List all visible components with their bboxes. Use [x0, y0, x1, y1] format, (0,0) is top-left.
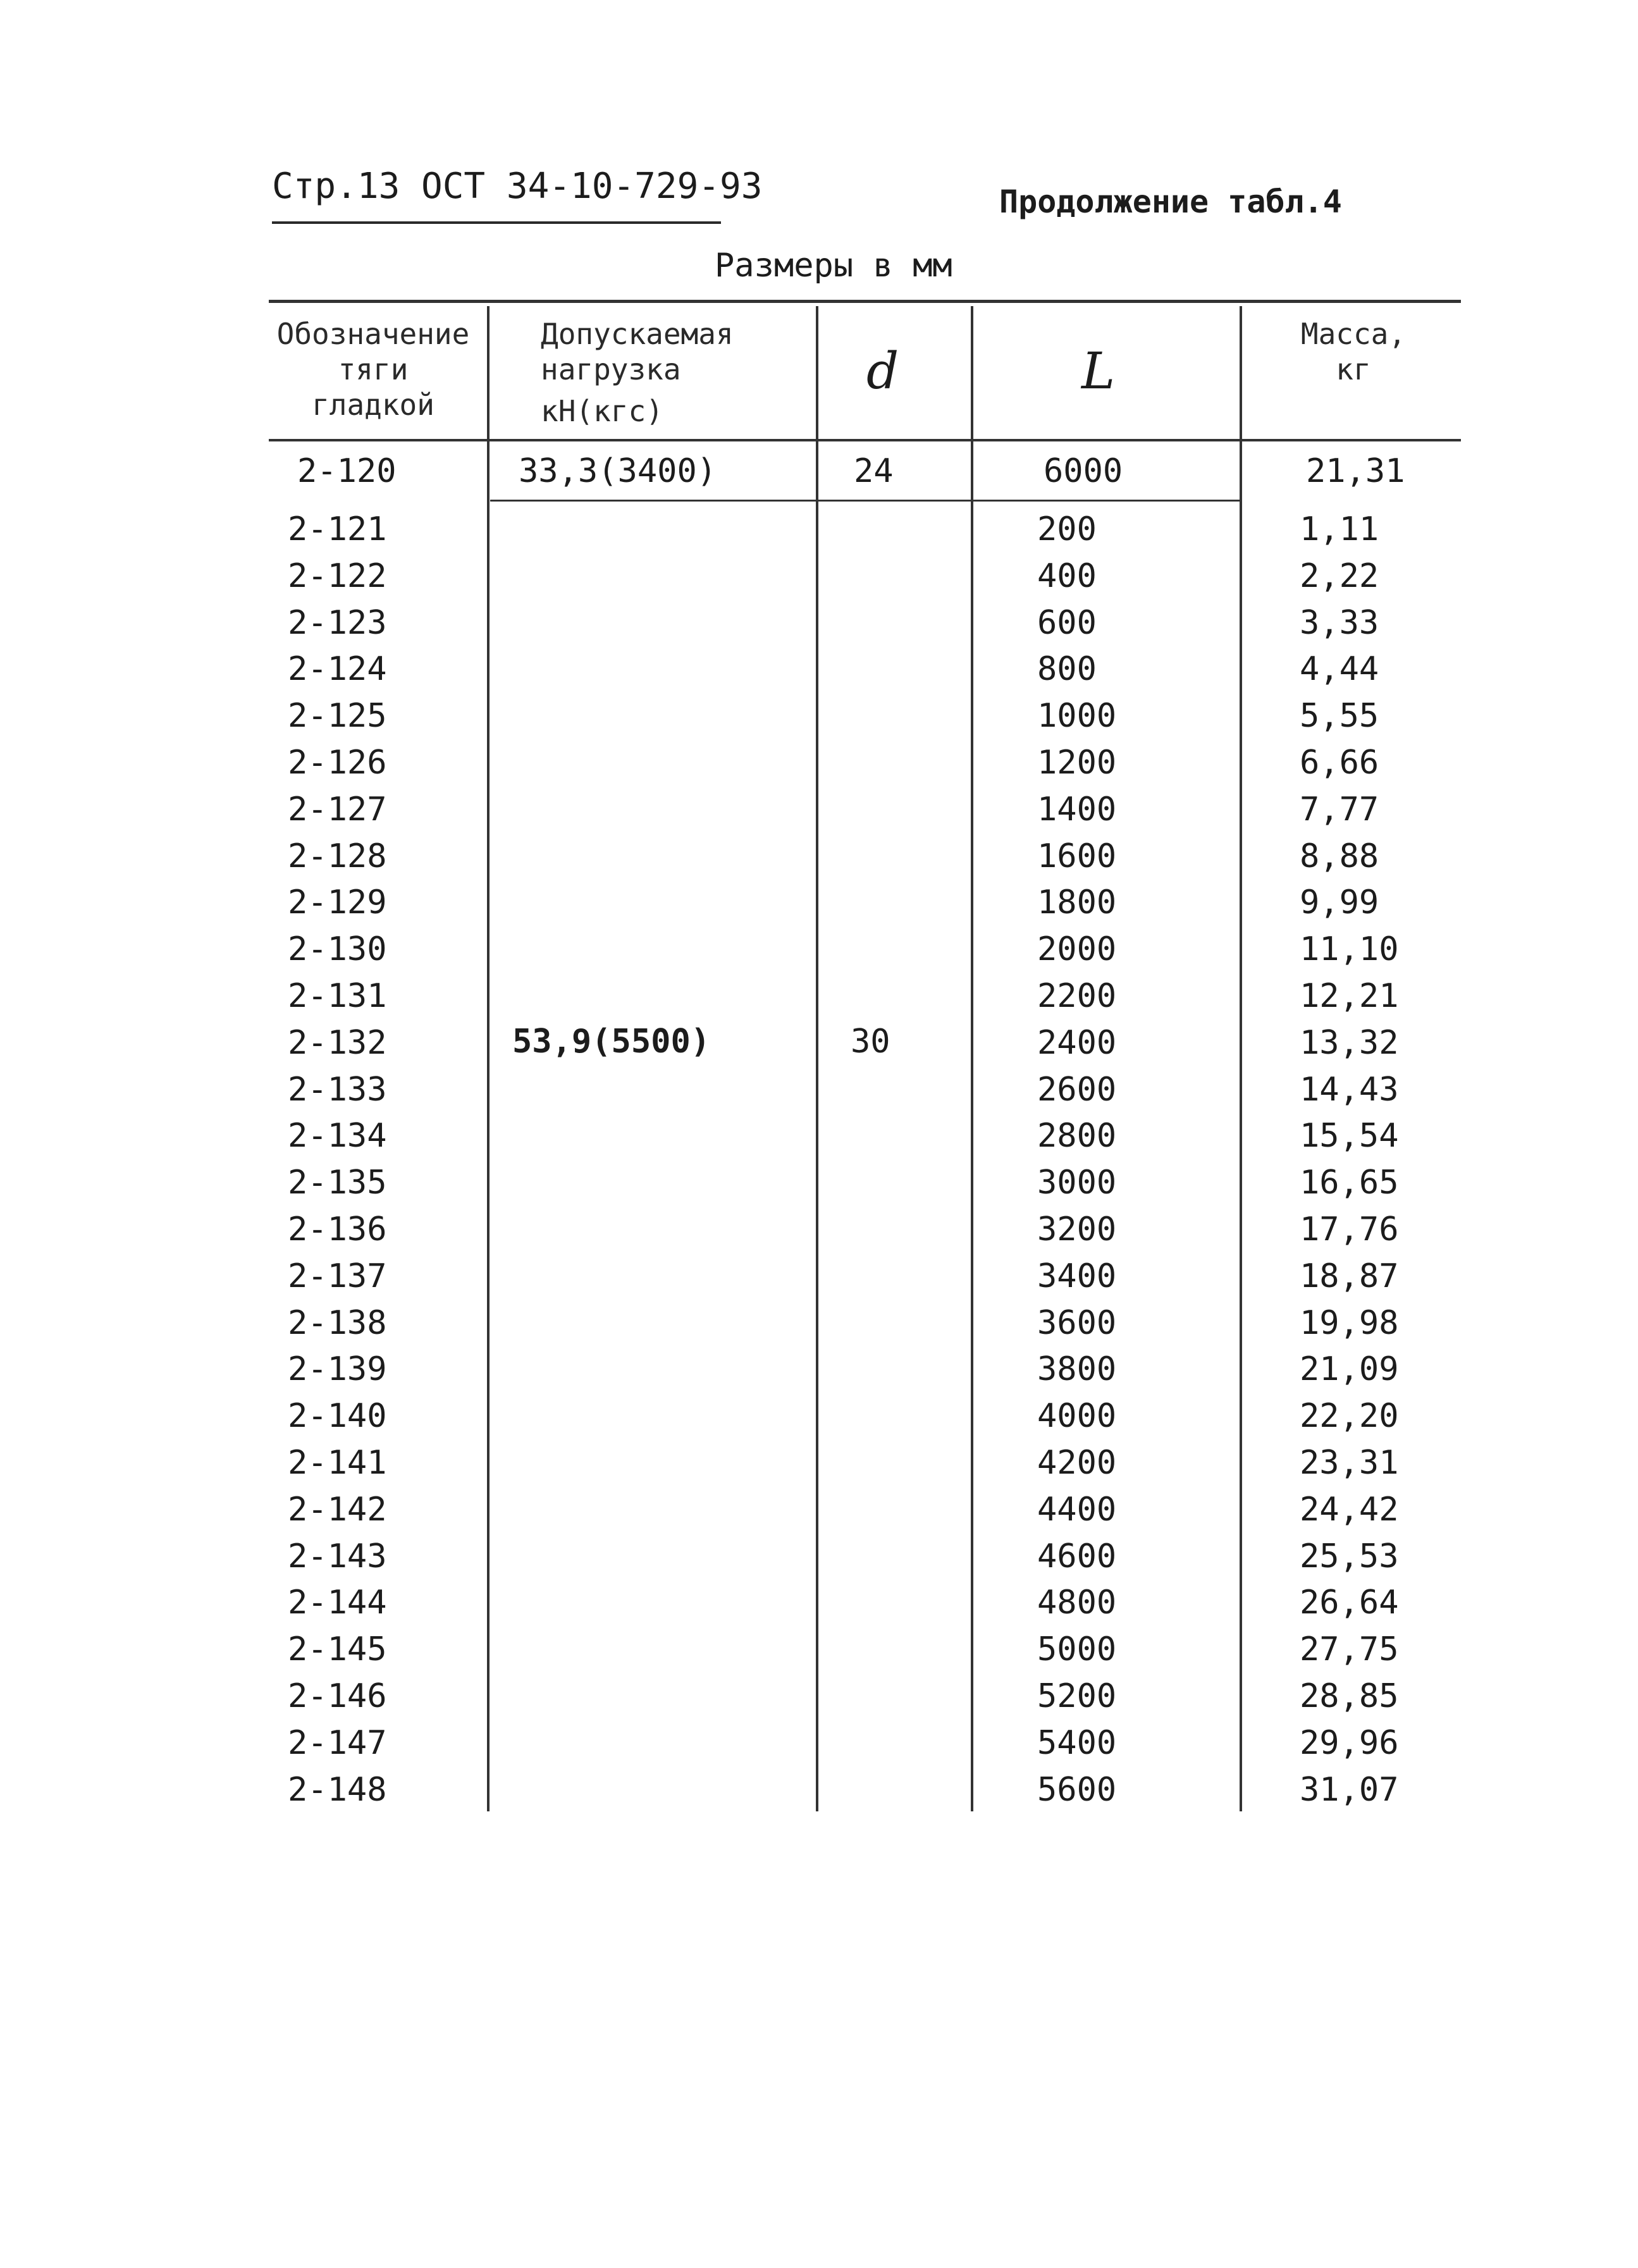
row-mass: 2,22: [1300, 557, 1379, 595]
row-designation: 2-148: [288, 1771, 387, 1809]
row-L: 800: [1037, 650, 1097, 688]
row-L: 5000: [1037, 1630, 1117, 1668]
row-mass: 16,65: [1300, 1164, 1399, 1202]
row-L: 3800: [1037, 1350, 1117, 1388]
row-mass: 4,44: [1300, 650, 1379, 688]
row-mass: 14,43: [1300, 1071, 1399, 1109]
column-divider-2: [816, 306, 818, 1811]
row-L: 2200: [1037, 977, 1117, 1015]
row-L: 5400: [1037, 1724, 1117, 1762]
row-designation: 2-130: [288, 930, 387, 968]
row-designation: 2-123: [288, 604, 387, 642]
row-mass: 24,42: [1300, 1491, 1399, 1529]
table-continuation-label: Продолжение табл.4: [999, 183, 1342, 220]
row-mass: 21,31: [1306, 452, 1405, 490]
row-L: 6000: [1044, 452, 1123, 490]
row-mass: 31,07: [1300, 1771, 1399, 1809]
header-mass-line-2: кг: [1336, 352, 1371, 386]
row-L: 4400: [1037, 1491, 1117, 1529]
row-mass: 26,64: [1300, 1584, 1399, 1622]
row-L: 3000: [1037, 1164, 1117, 1202]
header-designation: [266, 316, 481, 422]
row-mass: 8,88: [1300, 837, 1379, 875]
header-load: [541, 316, 806, 429]
row-mass: 3,33: [1300, 604, 1379, 642]
header-L: L: [1081, 342, 1116, 400]
row-designation: 2-122: [288, 557, 387, 595]
row-mass: 5,55: [1300, 697, 1379, 735]
header-bottom-rule: [269, 439, 1461, 441]
row-designation: 2-135: [288, 1164, 387, 1202]
row-mass: 6,66: [1300, 744, 1379, 782]
row-L: 5600: [1037, 1771, 1117, 1809]
row-L: 1200: [1037, 744, 1117, 782]
row-designation: 2-120: [297, 452, 397, 490]
row-designation: 2-140: [288, 1397, 387, 1435]
row-mass: 13,32: [1300, 1024, 1399, 1062]
header-designation-line-3: гладкой: [312, 388, 434, 422]
row-L: 200: [1037, 510, 1097, 548]
row-mass: 25,53: [1300, 1538, 1399, 1575]
row-mass: 11,10: [1300, 930, 1399, 968]
row-designation: 2-129: [288, 884, 387, 921]
row-designation: 2-141: [288, 1444, 387, 1482]
row-mass: 15,54: [1300, 1117, 1399, 1155]
row-designation: 2-139: [288, 1350, 387, 1388]
row-mass: 12,21: [1300, 977, 1399, 1015]
header-designation-line-1: Обозначение: [276, 317, 470, 351]
row-designation: 2-121: [288, 510, 387, 548]
header-load-line-2: нагрузка: [541, 352, 681, 386]
header-mass-line-1: Масса,: [1300, 317, 1407, 351]
row-mass: 27,75: [1300, 1630, 1399, 1668]
row-mass: 22,20: [1300, 1397, 1399, 1435]
row-designation: 2-137: [288, 1257, 387, 1295]
row-designation: 2-143: [288, 1538, 387, 1575]
row-designation: 2-146: [288, 1677, 387, 1715]
row-mass: 23,31: [1300, 1444, 1399, 1482]
row-L: 3400: [1037, 1257, 1117, 1295]
row-designation: 2-131: [288, 977, 387, 1015]
row-designation: 2-125: [288, 697, 387, 735]
row-L: 3200: [1037, 1211, 1117, 1248]
row-L: 4600: [1037, 1538, 1117, 1575]
row-mass: 17,76: [1300, 1211, 1399, 1248]
column-divider-1: [487, 306, 490, 1811]
row-mass: 21,09: [1300, 1350, 1399, 1388]
row-L: 400: [1037, 557, 1097, 595]
row-L: 1400: [1037, 791, 1117, 829]
row-L: 2600: [1037, 1071, 1117, 1109]
row-L: 2800: [1037, 1117, 1117, 1155]
row-designation: 2-133: [288, 1071, 387, 1109]
header-mass: [1249, 316, 1458, 387]
column-divider-4: [1240, 306, 1242, 1811]
row-L: 1000: [1037, 697, 1117, 735]
row-L: 4000: [1037, 1397, 1117, 1435]
header-load-line-1: Допускаемая: [541, 317, 734, 351]
row-designation: 2-124: [288, 650, 387, 688]
row-designation: 2-128: [288, 837, 387, 875]
row-designation: 2-142: [288, 1491, 387, 1529]
row-designation: 2-126: [288, 744, 387, 782]
row-designation: 2-136: [288, 1211, 387, 1248]
row-designation: 2-127: [288, 791, 387, 829]
row-designation: 2-145: [288, 1630, 387, 1668]
row-load: 33,3(3400): [519, 452, 717, 490]
row-L: 2400: [1037, 1024, 1117, 1062]
header-underline: [272, 221, 721, 224]
table-top-rule: [269, 300, 1461, 303]
group-d: 30: [851, 1023, 890, 1061]
row-d: 24: [854, 452, 894, 490]
row-mass: 18,87: [1300, 1257, 1399, 1295]
row-mass: 28,85: [1300, 1677, 1399, 1715]
row-mass: 9,99: [1300, 884, 1379, 921]
row-designation: 2-138: [288, 1304, 387, 1342]
row-L: 600: [1037, 604, 1097, 642]
row-L: 4200: [1037, 1444, 1117, 1482]
document-code: Стр.13 ОСТ 34-10-729-93: [272, 166, 763, 207]
row-designation: 2-132: [288, 1024, 387, 1062]
header-d: d: [866, 342, 899, 400]
row-L: 3600: [1037, 1304, 1117, 1342]
row-L: 1600: [1037, 837, 1117, 875]
column-divider-3: [971, 306, 973, 1811]
units-note: Размеры в мм: [715, 247, 952, 285]
row-L: 1800: [1037, 884, 1117, 921]
header-designation-line-2: тяги: [338, 352, 409, 386]
row-L: 2000: [1037, 930, 1117, 968]
header-load-line-3: кН(кгс): [541, 394, 663, 428]
row-mass: 29,96: [1300, 1724, 1399, 1762]
row-L: 5200: [1037, 1677, 1117, 1715]
row-designation: 2-134: [288, 1117, 387, 1155]
row-mass: 19,98: [1300, 1304, 1399, 1342]
first-row-bottom-rule: [490, 500, 1240, 502]
row-designation: 2-144: [288, 1584, 387, 1622]
row-designation: 2-147: [288, 1724, 387, 1762]
row-L: 4800: [1037, 1584, 1117, 1622]
group-load: 53,9(5500): [512, 1023, 711, 1061]
row-mass: 7,77: [1300, 791, 1379, 829]
row-mass: 1,11: [1300, 510, 1379, 548]
